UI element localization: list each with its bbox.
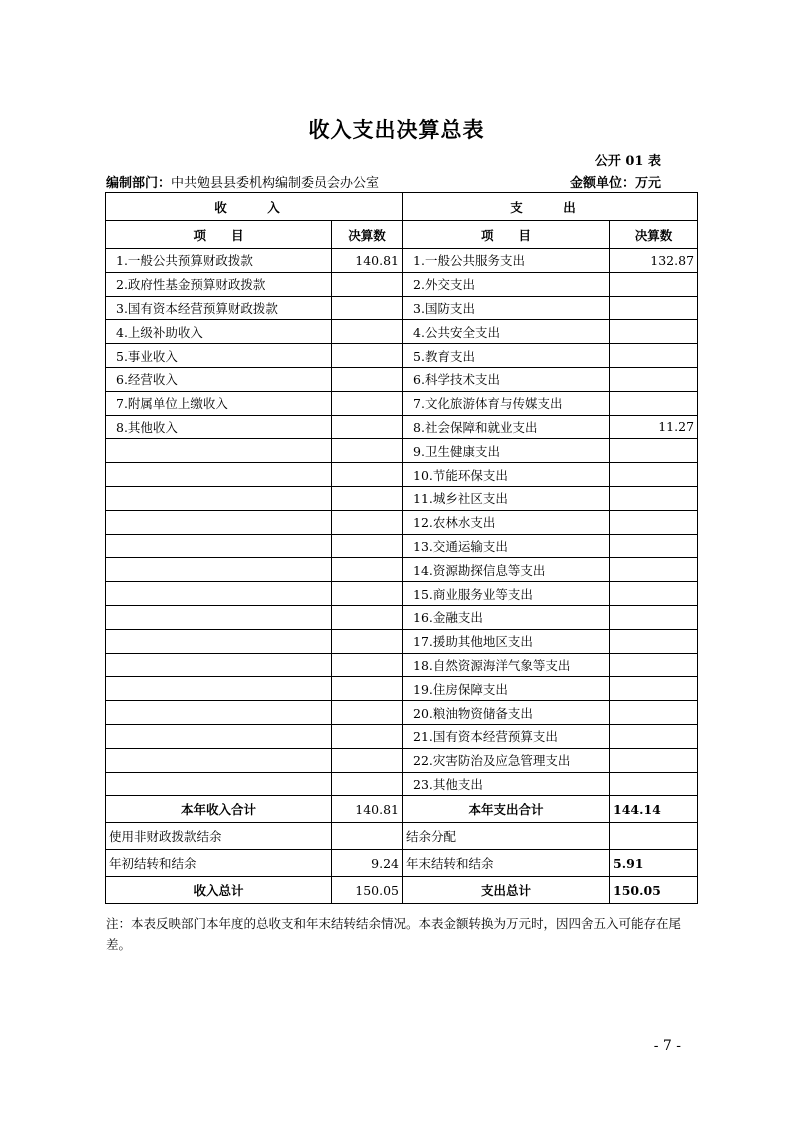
table-row	[106, 677, 698, 701]
income-amount-cell	[332, 415, 403, 439]
expense-item-cell: 15.商业服务业等支出	[403, 582, 610, 606]
amount-unit: 金额单位：万元	[569, 176, 661, 191]
surplus-dist-label: 结余分配	[403, 823, 610, 850]
expense-amount-cell	[610, 653, 698, 677]
expense-amount-cell	[610, 320, 698, 344]
table-row	[106, 724, 698, 748]
form-number: 公开 01 表	[594, 154, 661, 169]
income-total-value: 150.05	[332, 877, 403, 904]
income-item-cell: 2.政府性基金预算财政拨款	[106, 272, 332, 296]
expense-item-cell: 22.灾害防治及应急管理支出	[403, 748, 610, 772]
income-amount-cell	[332, 296, 403, 320]
carryover-row	[106, 850, 698, 877]
income-item-cell: 5.事业收入	[106, 344, 332, 368]
expense-item-cell: 21.国有资本经营预算支出	[403, 724, 610, 748]
income-amount-cell	[332, 582, 403, 606]
income-item-cell	[106, 748, 332, 772]
expense-amount-cell	[610, 772, 698, 796]
expense-amount-cell	[610, 605, 698, 629]
expense-amount-cell	[610, 748, 698, 772]
expense-item-cell: 14.资源勘探信息等支出	[403, 558, 610, 582]
income-item-header: 项 目	[106, 221, 332, 249]
begin-value: 9.24	[332, 850, 403, 877]
table-row	[106, 367, 698, 391]
nonfiscal-row	[106, 823, 698, 850]
income-amount-cell	[332, 558, 403, 582]
expense-section-header: 支 出	[403, 193, 698, 221]
surplus-dist-value	[610, 823, 698, 850]
table-row	[106, 605, 698, 629]
table-row	[106, 629, 698, 653]
income-amount-cell	[332, 510, 403, 534]
income-amount-cell	[332, 724, 403, 748]
table-row	[106, 772, 698, 796]
table-row	[106, 463, 698, 487]
income-amount-cell	[332, 391, 403, 415]
expense-item-cell: 9.卫生健康支出	[403, 439, 610, 463]
expense-item-cell: 12.农林水支出	[403, 510, 610, 534]
income-item-cell	[106, 629, 332, 653]
income-item-cell	[106, 510, 332, 534]
expense-item-cell: 3.国防支出	[403, 296, 610, 320]
income-amount-cell	[332, 439, 403, 463]
income-amount-cell	[332, 748, 403, 772]
table-row	[106, 582, 698, 606]
year-expense-label: 本年支出合计	[403, 796, 610, 823]
income-amount-cell	[332, 534, 403, 558]
expense-amount-cell	[610, 296, 698, 320]
expense-amount-cell: 11.27	[610, 415, 698, 439]
totals-body	[106, 796, 698, 904]
income-item-cell	[106, 439, 332, 463]
expense-amount-cell	[610, 463, 698, 487]
expense-item-cell: 8.社会保障和就业支出	[403, 415, 610, 439]
income-total-label: 收入总计	[106, 877, 332, 904]
income-item-cell: 4.上级补助收入	[106, 320, 332, 344]
expense-amount-cell	[610, 486, 698, 510]
income-amount-cell	[332, 320, 403, 344]
expense-item-cell: 19.住房保障支出	[403, 677, 610, 701]
expense-amount-cell	[610, 629, 698, 653]
year-income-value: 140.81	[332, 796, 403, 823]
year-income-label: 本年收入合计	[106, 796, 332, 823]
expense-amount-cell	[610, 391, 698, 415]
footnote: 注：本表反映部门本年度的总收支和年末结转结余情况。本表金额转换为万元时，因四舍五入可能存在尾差。	[106, 916, 682, 952]
expense-amount-cell	[610, 272, 698, 296]
department-label: 编制部门：	[106, 176, 172, 191]
income-item-cell	[106, 724, 332, 748]
expense-item-cell: 6.科学技术支出	[403, 367, 610, 391]
expense-item-cell: 4.公共安全支出	[403, 320, 610, 344]
income-section-header: 收 入	[106, 193, 403, 221]
expense-item-header: 项 目	[403, 221, 610, 249]
expense-amount-cell	[610, 344, 698, 368]
income-item-cell	[106, 463, 332, 487]
expense-amount-cell	[610, 724, 698, 748]
income-amount-cell	[332, 772, 403, 796]
expense-amount-cell	[610, 677, 698, 701]
expense-amount-cell	[610, 510, 698, 534]
end-value: 5.91	[610, 850, 698, 877]
year-expense-value: 144.14	[610, 796, 698, 823]
department-line	[106, 172, 379, 191]
grand-total-row	[106, 877, 698, 904]
expense-item-cell: 2.外交支出	[403, 272, 610, 296]
department-name: 中共勉县县委机构编制委员会办公室	[171, 176, 380, 191]
table-body	[106, 193, 698, 796]
income-amount-cell	[332, 677, 403, 701]
income-item-cell	[106, 582, 332, 606]
expense-total-value: 150.05	[610, 877, 698, 904]
table-row	[106, 344, 698, 368]
page-title: 收入支出决算总表	[308, 117, 485, 142]
income-amount-cell: 140.81	[332, 249, 403, 273]
expense-item-cell: 10.节能环保支出	[403, 463, 610, 487]
table-row	[106, 701, 698, 725]
end-label: 年末结转和结余	[403, 850, 610, 877]
income-amount-cell	[332, 629, 403, 653]
table-row	[106, 391, 698, 415]
income-item-cell	[106, 677, 332, 701]
table-row	[106, 439, 698, 463]
table-row	[106, 558, 698, 582]
page-number: - 7 -	[653, 1038, 681, 1054]
expense-item-cell: 16.金融支出	[403, 605, 610, 629]
table-row	[106, 320, 698, 344]
income-item-cell	[106, 701, 332, 725]
income-amount-header: 决算数	[332, 221, 403, 249]
income-amount-cell	[332, 653, 403, 677]
income-amount-cell	[332, 344, 403, 368]
expense-item-cell: 13.交通运输支出	[403, 534, 610, 558]
expense-item-cell: 5.教育支出	[403, 344, 610, 368]
income-item-cell	[106, 486, 332, 510]
nonfiscal-label: 使用非财政拨款结余	[106, 823, 332, 850]
income-item-cell: 1.一般公共预算财政拨款	[106, 249, 332, 273]
expense-amount-cell	[610, 558, 698, 582]
expense-item-cell: 11.城乡社区支出	[403, 486, 610, 510]
expense-item-cell: 18.自然资源海洋气象等支出	[403, 653, 610, 677]
begin-label: 年初结转和结余	[106, 850, 332, 877]
table-row	[106, 486, 698, 510]
table-row	[106, 653, 698, 677]
income-item-cell	[106, 558, 332, 582]
income-amount-cell	[332, 272, 403, 296]
income-item-cell: 3.国有资本经营预算财政拨款	[106, 296, 332, 320]
income-item-cell	[106, 772, 332, 796]
table-row	[106, 534, 698, 558]
expense-amount-cell	[610, 534, 698, 558]
income-item-cell: 8.其他收入	[106, 415, 332, 439]
expense-item-cell: 20.粮油物资储备支出	[403, 701, 610, 725]
expense-item-cell: 7.文化旅游体育与传媒支出	[403, 391, 610, 415]
expense-item-cell: 23.其他支出	[403, 772, 610, 796]
income-amount-cell	[332, 701, 403, 725]
table-row	[106, 748, 698, 772]
table-row	[106, 272, 698, 296]
nonfiscal-value	[332, 823, 403, 850]
income-item-cell	[106, 605, 332, 629]
expense-item-cell: 17.援助其他地区支出	[403, 629, 610, 653]
expense-total-label: 支出总计	[403, 877, 610, 904]
expense-item-cell: 1.一般公共服务支出	[403, 249, 610, 273]
income-item-cell	[106, 534, 332, 558]
expense-amount-header: 决算数	[610, 221, 698, 249]
table-row	[106, 296, 698, 320]
income-item-cell: 7.附属单位上缴收入	[106, 391, 332, 415]
column-header-row	[106, 221, 698, 249]
section-header-row	[106, 193, 698, 221]
year-total-row	[106, 796, 698, 823]
expense-amount-cell	[610, 582, 698, 606]
table-row	[106, 249, 698, 273]
income-amount-cell	[332, 367, 403, 391]
income-item-cell: 6.经营收入	[106, 367, 332, 391]
income-amount-cell	[332, 486, 403, 510]
table-row	[106, 510, 698, 534]
expense-amount-cell: 132.87	[610, 249, 698, 273]
expense-amount-cell	[610, 439, 698, 463]
expense-amount-cell	[610, 367, 698, 391]
income-amount-cell	[332, 605, 403, 629]
table-row	[106, 415, 698, 439]
income-expense-table	[105, 192, 698, 904]
expense-amount-cell	[610, 701, 698, 725]
income-item-cell	[106, 653, 332, 677]
income-amount-cell	[332, 463, 403, 487]
